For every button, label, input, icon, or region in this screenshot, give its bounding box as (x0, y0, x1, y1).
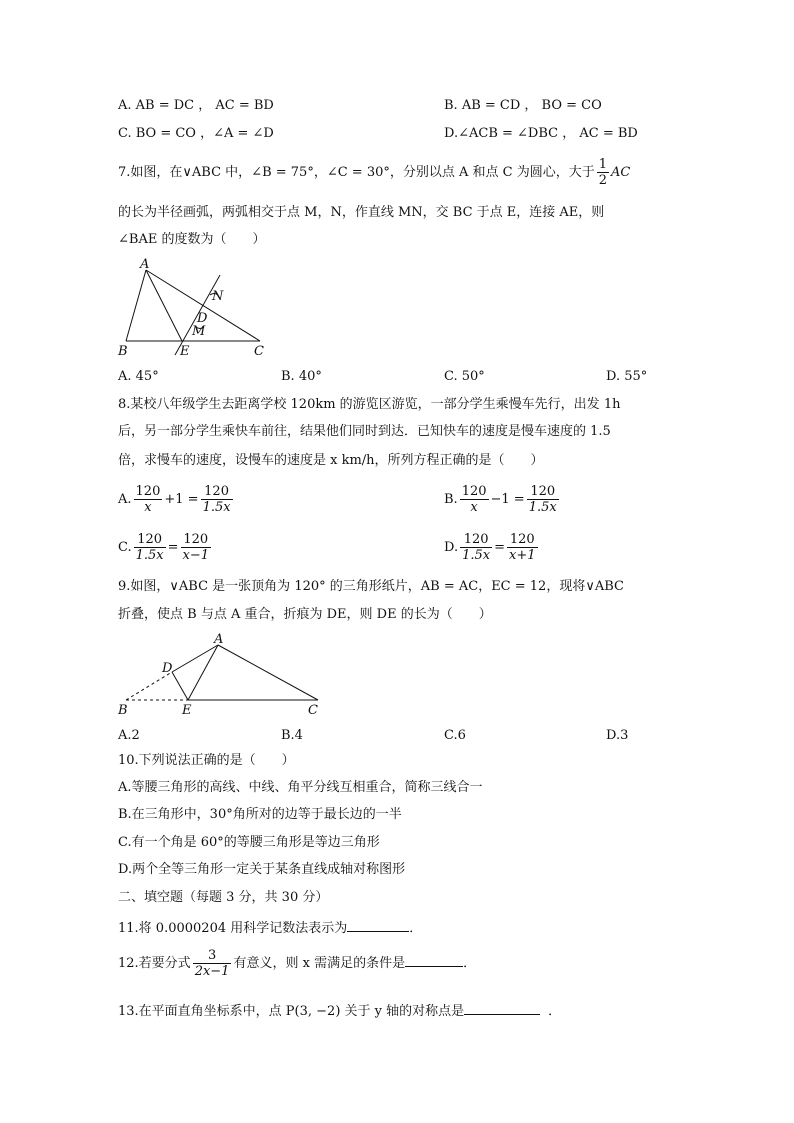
q8-b-op: −1 = (490, 492, 525, 507)
q12-fraction (193, 948, 232, 979)
q8-option-d (444, 530, 540, 566)
q6-option-a: A. AB = DC ， AC = BD (118, 98, 274, 113)
q7-option-a: A. 45° (118, 369, 159, 384)
q8-d-n2: 120 (507, 532, 538, 548)
q7-label-c: C (254, 344, 264, 359)
q6-option-b: B. AB = CD ， BO = CO (444, 98, 602, 113)
q8-d-d1: 1.5x (462, 548, 491, 563)
q8-a-n1: 120 (135, 484, 161, 499)
q8-option-b (444, 482, 561, 518)
q10-option-a: A.等腰三角形的高线、中线、角平分线互相重合，简称三线合一 (118, 780, 483, 795)
q7-fraction (597, 157, 609, 188)
q8-d-label: D. (444, 540, 459, 555)
q13-line (118, 1000, 561, 1021)
q7-option-c: C. 50° (444, 369, 485, 384)
q9-label-a: A (214, 632, 224, 647)
q8-c-n2: 120 (181, 532, 212, 548)
q8-d-frac1 (460, 532, 492, 563)
q8-d-d2: x+1 (509, 548, 536, 563)
q8-c-op: = (167, 540, 179, 555)
q7-text-ac: AC (611, 165, 631, 180)
q7-label-b: B (118, 344, 128, 359)
q7-option-d: D. 55° (606, 369, 648, 384)
q11-text: 11.将 0.0000204 用科学记数法表示为 (118, 921, 348, 936)
q7-stem-line2: 的长为半径画弧，两弧相交于点 M，N，作直线 MN，交 BC 于点 E，连接 AE，则 (118, 205, 605, 220)
q7-label-e: E (180, 344, 190, 359)
q9-option-b: B.4 (281, 728, 303, 743)
q8-stem-line1: 8.某校八年级学生去距离学校 120km 的游览区游览，一部分学生乘慢车先行，出发 1h (118, 397, 621, 412)
q7-stem-line1 (118, 157, 630, 188)
q10-option-c: C.有一个角是 60°的等腰三角形是等边三角形 (118, 835, 380, 850)
q7-frac-num: 1 (598, 157, 608, 172)
q9-label-c: C (308, 703, 318, 718)
q8-option-a (118, 482, 235, 518)
q9-stem-line1: 9.如图，∨ABC 是一张顶角为 120° 的三角形纸片，AB = AC，EC = 12，现将∨ABC (118, 579, 624, 594)
q6-option-c: C. BO = CO ，∠A = ∠D (118, 126, 274, 141)
q11-period: ． (409, 921, 423, 936)
q8-c-frac2 (181, 532, 212, 563)
q8-b-n2: 120 (527, 484, 559, 500)
q8-c-d1: 1.5x (135, 548, 164, 563)
q11-line (118, 917, 422, 938)
q12-frac-num: 3 (193, 948, 232, 964)
q10-option-d: D.两个全等三角形一定关于某条直线成轴对称图形 (118, 862, 406, 877)
q10-option-b: B.在三角形中，30°角所对的边等于最长边的一半 (118, 807, 402, 822)
q8-a-n2: 120 (201, 484, 233, 500)
q9-option-d: D.3 (606, 728, 629, 743)
q7-stem-line3: ∠BAE 的度数为（ ） (118, 232, 266, 247)
q8-b-d1: x (470, 500, 478, 515)
q8-a-op: +1 = (164, 492, 199, 507)
q7-label-d: D (197, 311, 208, 326)
q7-label-m: M (192, 324, 206, 339)
q8-a-frac1 (134, 484, 163, 515)
q7-option-b: B. 40° (281, 369, 322, 384)
q8-c-d2: x−1 (182, 548, 210, 563)
q9-option-c: C.6 (444, 728, 466, 743)
q8-a-frac2 (201, 484, 233, 515)
q13-text: 13.在平面直角坐标系中，点 P(3, −2) 关于 y 轴的对称点是 (118, 1004, 465, 1019)
q12-text-mid: 有意义，则 x 需满足的条件是 (233, 956, 406, 971)
q6-option-d: D.∠ACB = ∠DBC ， AC = BD (444, 126, 638, 141)
q12-frac-den: 2x−1 (194, 964, 230, 979)
q12-line (118, 946, 476, 982)
q8-option-c (118, 530, 213, 566)
q7-figure (110, 255, 280, 360)
q8-d-op: = (494, 540, 506, 555)
q12-answer-blank[interactable] (405, 952, 463, 967)
q8-c-n1: 120 (134, 532, 166, 548)
q10-stem: 10.下列说法正确的是（ ） (118, 753, 295, 768)
q9-option-a: A.2 (118, 728, 140, 743)
q9-label-e: E (182, 703, 192, 718)
q12-text: 12.若要分式 (118, 956, 191, 971)
q8-stem-line2: 后，另一部分学生乘快车前往，结果他们同时到达．已知快车的速度是慢车速度的 1.5 (118, 424, 611, 439)
q9-label-d: D (162, 661, 173, 676)
q7-text: 7.如图，在∨ABC 中，∠B = 75°，∠C = 30°，分别以点 A 和点 C 为圆心，大于 (118, 165, 595, 180)
q8-d-n1: 120 (460, 532, 492, 548)
q7-frac-den: 2 (598, 173, 608, 188)
q13-answer-blank[interactable] (464, 1000, 540, 1015)
q13-period: ． (548, 1004, 562, 1019)
q9-label-b: B (118, 703, 128, 718)
q8-a-d1: x (144, 500, 152, 515)
q12-period: ． (463, 956, 477, 971)
q8-a-d2: 1.5x (202, 500, 231, 515)
q8-c-label: C. (118, 540, 132, 555)
q8-b-frac2 (527, 484, 559, 515)
q8-stem-line3: 倍，求慢车的速度，设慢车的速度是 x km/h，所列方程正确的是（ ） (118, 453, 544, 468)
q8-b-n1: 120 (461, 484, 487, 499)
q8-b-d2: 1.5x (528, 500, 557, 515)
q8-d-frac2 (507, 532, 538, 563)
q8-b-label: B. (444, 492, 458, 507)
q9-stem-line2: 折叠，使点 B 与点 A 重合，折痕为 DE，则 DE 的长为（ ） (118, 607, 492, 622)
section-heading: 二、填空题（每题 3 分，共 30 分） (118, 890, 329, 905)
q11-answer-blank[interactable] (347, 917, 409, 932)
q7-label-a: A (140, 257, 150, 272)
q8-c-frac1 (134, 532, 166, 563)
q8-a-label: A. (118, 492, 132, 507)
q7-label-n: N (212, 289, 224, 304)
q9-figure (110, 630, 330, 720)
q8-b-frac1 (460, 484, 489, 515)
